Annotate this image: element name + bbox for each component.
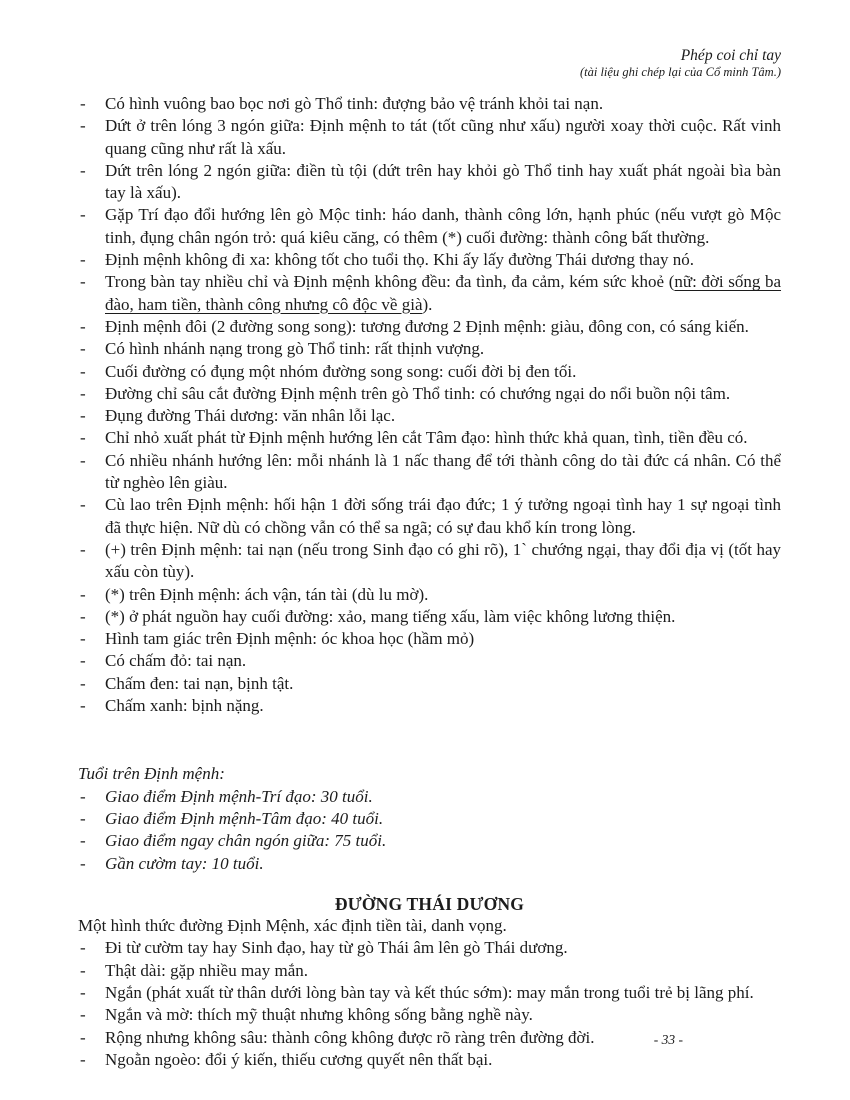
list-item: - Có hình vuông bao bọc nơi gò Thổ tinh: đượng bảo vệ tránh khỏi tai nạn.	[78, 93, 781, 115]
list-item: - Có chấm đỏ: tai nạn.	[78, 650, 781, 672]
list-item: - Dứt ở trên lóng 3 ngón giữa: Định mệnh to tát (tốt cũng như xấu) người xoay thời cuộc. Rất vinh quang cũng như rất là xấu.	[78, 115, 781, 160]
document-header	[78, 46, 781, 80]
doc-title: Phép coi chỉ tay	[680, 47, 781, 64]
list-item: - Thật dài: gặp nhiều may mắn.	[78, 960, 781, 982]
list-item: - Ngắn (phát xuất từ thân dưới lòng bàn tay và kết thúc sớm): may mắn trong tuổi trẻ bị lãng phí.	[78, 982, 781, 1004]
thai-duong-list	[78, 937, 781, 1071]
list-item: - Định mệnh không đi xa: không tốt cho tuổi thọ. Khi ấy lấy đường Thái dương thay nó.	[78, 249, 781, 271]
ages-list	[78, 786, 781, 875]
ages-section	[78, 763, 781, 874]
list-item: - Định mệnh đôi (2 đường song song): tương đương 2 Định mệnh: giàu, đông con, có sáng kiến.	[78, 316, 781, 338]
doc-subtitle: (tài liệu ghi chép lại của Cổ minh Tâm.)	[579, 65, 781, 79]
list-item: - Chấm xanh: bịnh nặng.	[78, 695, 781, 717]
list-item: - Hình tam giác trên Định mệnh: óc khoa học (hầm mỏ)	[78, 628, 781, 650]
section-intro: Một hình thức đường Định Mệnh, xác định tiền tài, danh vọng.	[78, 916, 507, 936]
list-item: - Chỉ nhỏ xuất phát từ Định mệnh hướng lên cắt Tâm đạo: hình thức khả quan, tình, tiền đều có.	[78, 427, 781, 449]
list-item: - (+) trên Định mệnh: tai nạn (nếu trong Sinh đạo có ghi rõ), 1` chướng ngại, thay đổi địa vị (tốt hay xấu còn tùy).	[78, 539, 781, 584]
list-item: - Cuối đường có đụng một nhóm đường song song: cuối đời bị đen tối.	[78, 361, 781, 383]
page-number: - 33 -	[653, 1032, 683, 1047]
list-item: - (*) trên Định mệnh: ách vận, tán tài (dù lu mờ).	[78, 584, 781, 606]
list-item: - Ngắn và mờ: thích mỹ thuật nhưng không sống bằng nghề này.	[78, 1004, 781, 1026]
list-item: - Giao điểm Định mệnh-Trí đạo: 30 tuổi.	[78, 786, 781, 808]
list-item: - Có hình nhánh nạng trong gò Thổ tinh: rất thịnh vượng.	[78, 338, 781, 360]
list-item: - Có nhiều nhánh hướng lên: mỗi nhánh là 1 nấc thang để tới thành công do tài đức cá nhân. Có thể từ nghèo lên giàu.	[78, 450, 781, 495]
list-item: - Ngoằn ngoèo: đổi ý kiến, thiếu cương quyết nên thất bại.	[78, 1049, 781, 1071]
list-item: - Đường chỉ sâu cắt đường Định mệnh trên gò Thổ tinh: có chướng ngại do nổi buồn nội tâm.	[78, 383, 781, 405]
list-item: - Đi từ cườm tay hay Sinh đạo, hay từ gò Thái âm lên gò Thái dương.	[78, 937, 781, 959]
list-item: - Trong bàn tay nhiều chỉ và Định mệnh không đều: đa tình, đa cảm, kém sức khoẻ (nữ: đời sống ba đào, ham tiền, thành công nhưng cô độc về già).	[78, 271, 781, 316]
list-item: - Chấm đen: tai nạn, bịnh tật.	[78, 673, 781, 695]
list-item: - Gần cườm tay: 10 tuổi.	[78, 853, 781, 875]
ages-section-title: Tuổi trên Định mệnh:	[78, 764, 225, 784]
list-item: - Giao điểm ngay chân ngón giữa: 75 tuổi.	[78, 830, 781, 852]
list-item: - (*) ở phát nguồn hay cuối đường: xảo, mang tiếng xấu, làm việc không lương thiện.	[78, 606, 781, 628]
dinh-menh-notes-list	[78, 93, 781, 717]
list-item: - Cù lao trên Định mệnh: hối hận 1 đời sống trái đạo đức; 1 ý tưởng ngoại tình hay 1 sự ngoại tình đã thực hiện. Nữ dù có chồng vẫn có thể sa ngã; có sự đau khổ kín trong lòng.	[78, 494, 781, 539]
section-heading: ĐƯỜNG THÁI DƯƠNG	[334, 893, 525, 914]
list-item: - Giao điểm Định mệnh-Tâm đạo: 40 tuổi.	[78, 808, 781, 830]
list-item: - Rộng nhưng không sâu: thành công không được rõ ràng trên đường đời.	[78, 1027, 781, 1049]
list-item: - Gặp Trí đạo đổi hướng lên gò Mộc tinh: háo danh, thành công lớn, hạnh phúc (nếu vượt gò Mộc tinh, đụng chân ngón trỏ: quá kiêu căng, có thêm (*) cuối đường: thành công bất thường.	[78, 204, 781, 249]
page-footer	[654, 1032, 683, 1048]
list-item: - Dứt trên lóng 2 ngón giữa: điền tù tội (dứt trên hay khỏi gò Thổ tinh hay xuất phát ngoài bìa bàn tay là xấu).	[78, 160, 781, 205]
underlined-text: nữ: đời sống ba đào, ham tiền, thành công nhưng cô độc về già	[105, 272, 782, 314]
list-item: - Đụng đường Thái dương: văn nhân lỗi lạc.	[78, 405, 781, 427]
